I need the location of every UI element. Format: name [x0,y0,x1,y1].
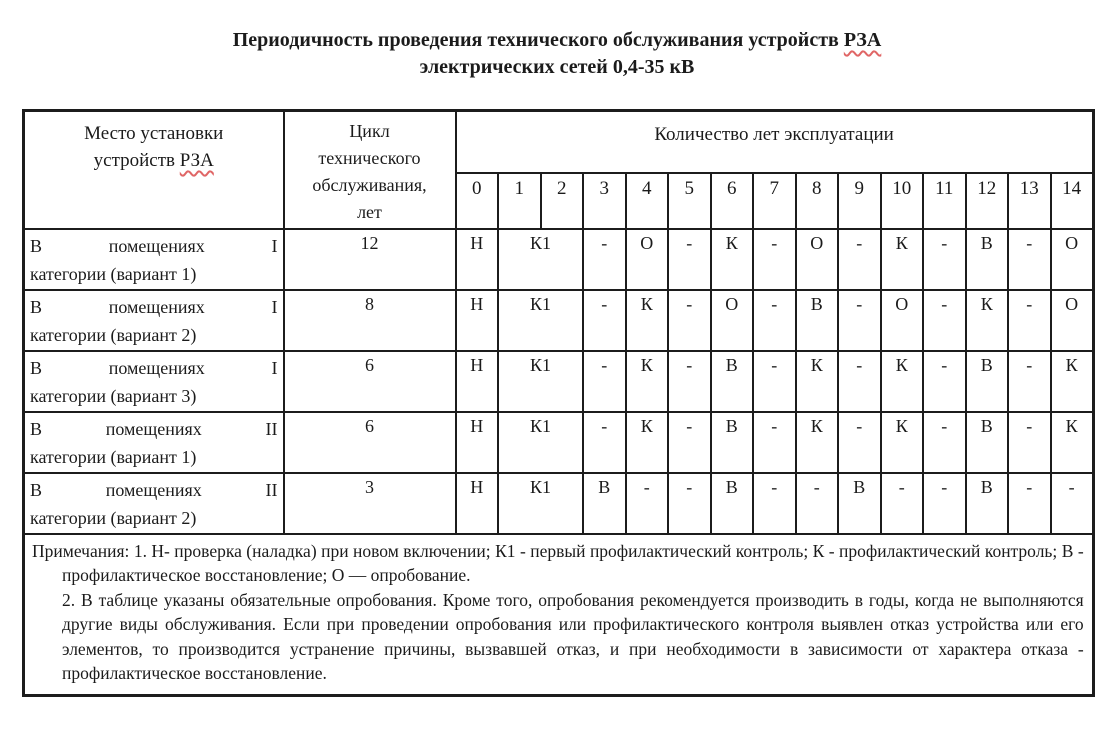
place-cell [24,229,284,290]
year-col-10: 10 [881,173,924,229]
year-cell: В [966,412,1009,473]
note-2-explanation: 2. В таблице указаны обязательные опробования. Кроме того, опробования рекомендуется производить в годы, когда не выполняются другие виды обслуживания. Если при проведении опробования или профилактического контроля выявлен отказ устройства или его элементов, то производится устранение причины, вызвавшей отказ, и при необходимости в зависимости от характера отказа - профилактическое восстановление. [62,589,1084,683]
year-cell: - [668,351,711,412]
year-col-7: 7 [753,173,796,229]
year-col-13: 13 [1008,173,1051,229]
year-cell: О [1051,229,1094,290]
year-cell: О [1051,290,1094,351]
page-title-rza-misspelled: РЗА [843,29,882,51]
place-cell [24,473,284,534]
cycle-cell: 3 [284,473,456,534]
page-title-line2: электрических сетей 0,4-35 кВ [419,56,695,78]
place-line2: категории (вариант 2) [30,324,197,345]
year-cell: К [881,229,924,290]
year-cell: К [881,412,924,473]
year-cell: - [1051,473,1094,534]
year-col-4: 4 [626,173,669,229]
place-line2: категории (вариант 2) [30,507,197,528]
year-cell: О [881,290,924,351]
year-cell: - [923,473,966,534]
header-row-top [24,111,1094,173]
year-col-2: 2 [541,173,584,229]
year-col-6: 6 [711,173,754,229]
place-line2: категории (вариант 1) [30,446,197,467]
year-cell: - [583,351,626,412]
place-line2: категории (вариант 3) [30,385,197,406]
year-cell: - [668,412,711,473]
header-install-place-line2 [25,147,283,174]
header-years-of-operation: Количество лет эксплуатации [456,111,1094,173]
cycle-cell: 8 [284,290,456,351]
year-cell: В [966,473,1009,534]
year-cell-k1: К1 [498,351,583,412]
year-cell: К [1051,412,1094,473]
place-line1: В помещениях I [30,235,278,256]
year-cell: Н [456,229,499,290]
year-cell: В [966,351,1009,412]
table-row-cat2-variant2 [24,473,1094,534]
page-title-line1-text: Периодичность проведения технического обслуживания устройств [232,29,844,51]
year-cell: - [668,290,711,351]
year-cell: К [796,412,839,473]
year-cell: - [668,229,711,290]
place-line2: категории (вариант 1) [30,263,197,284]
table-row-cat1-variant3 [24,351,1094,412]
year-cell: В [966,229,1009,290]
year-cell: В [838,473,881,534]
year-cell: - [1008,412,1051,473]
place-line1: В помещениях II [30,479,278,500]
year-cell: - [753,412,796,473]
year-cell: К [626,351,669,412]
year-col-9: 9 [838,173,881,229]
year-cell-k1: К1 [498,412,583,473]
year-cell: О [626,229,669,290]
year-cell: К [626,290,669,351]
year-cell: - [796,473,839,534]
year-col-1: 1 [498,173,541,229]
year-cell: - [923,412,966,473]
year-col-3: 3 [583,173,626,229]
cycle-cell: 6 [284,412,456,473]
year-cell: Н [456,290,499,351]
year-cell: К [966,290,1009,351]
year-col-8: 8 [796,173,839,229]
year-cell: - [668,473,711,534]
year-cell: К [626,412,669,473]
notes-cell [24,534,1094,696]
year-cell: - [1008,473,1051,534]
year-cell: - [881,473,924,534]
year-cell: - [838,412,881,473]
place-line1: В помещениях I [30,296,278,317]
header-install-place [24,111,284,229]
year-cell: - [753,290,796,351]
notes-row [24,534,1094,696]
place-line1: В помещениях I [30,357,278,378]
note-1-legend: Примечания: 1. Н- проверка (наладка) при новом включении; К1 - первый профилактический контроль; К - профилактический контроль; В - профилактическое восстановление; О — опробование. [32,540,1084,585]
year-cell: В [711,412,754,473]
year-cell: В [796,290,839,351]
table-row-cat1-variant2 [24,290,1094,351]
page-title [0,27,1114,81]
year-cell: - [583,229,626,290]
year-cell: - [838,290,881,351]
header-maintenance-cycle: Цикл технического обслуживания, лет [284,111,456,229]
year-cell: - [583,412,626,473]
year-cell: В [711,351,754,412]
year-cell: - [838,351,881,412]
place-line1: В помещениях II [30,418,278,439]
year-cell: - [626,473,669,534]
place-cell [24,412,284,473]
year-cell: К [711,229,754,290]
year-col-5: 5 [668,173,711,229]
year-cell: - [1008,290,1051,351]
cycle-cell: 6 [284,351,456,412]
table-row-cat1-variant1 [24,229,1094,290]
year-cell: Н [456,473,499,534]
year-col-11: 11 [923,173,966,229]
year-cell: Н [456,351,499,412]
year-cell: - [923,290,966,351]
year-col-12: 12 [966,173,1009,229]
year-cell: - [923,351,966,412]
header-install-place-line1: Место установки [84,123,224,144]
year-cell: - [1008,229,1051,290]
year-cell: - [1008,351,1051,412]
year-cell: В [711,473,754,534]
year-cell-k1: К1 [498,229,583,290]
table-row-cat2-variant1 [24,412,1094,473]
year-col-14: 14 [1051,173,1094,229]
year-cell-k1: К1 [498,290,583,351]
year-cell: О [796,229,839,290]
year-cell: - [753,351,796,412]
cycle-cell: 12 [284,229,456,290]
year-cell: К [881,351,924,412]
year-cell: - [753,473,796,534]
year-cell: - [838,229,881,290]
year-cell: - [753,229,796,290]
place-cell [24,290,284,351]
year-col-0: 0 [456,173,499,229]
page-title-line1 [0,27,1114,54]
year-cell: - [583,290,626,351]
header-install-place-line2-text: устройств [93,150,180,171]
year-cell: К [1051,351,1094,412]
year-cell-k1: К1 [498,473,583,534]
maintenance-schedule-table [22,109,1095,697]
year-cell: Н [456,412,499,473]
header-rza-misspelled: РЗА [179,150,214,171]
year-cell: К [796,351,839,412]
year-cell: В [583,473,626,534]
place-cell [24,351,284,412]
year-cell: - [923,229,966,290]
year-cell: О [711,290,754,351]
